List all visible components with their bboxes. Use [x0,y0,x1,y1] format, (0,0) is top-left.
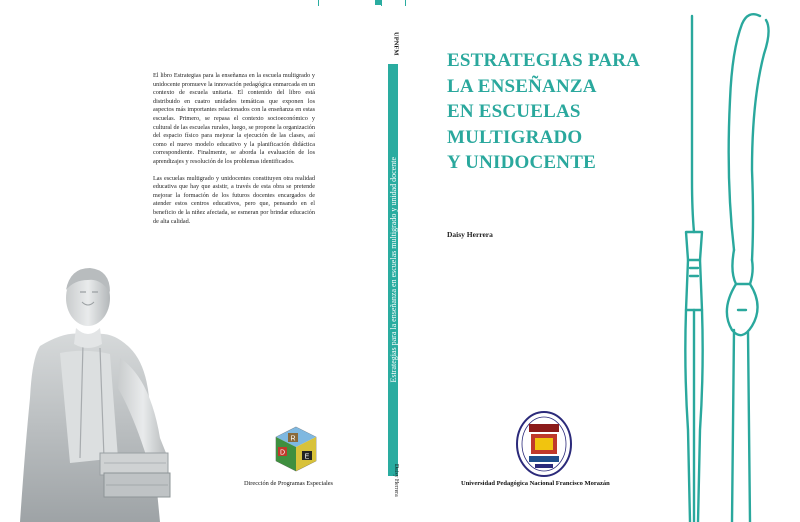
title-line: MULTIGRADO [447,126,583,148]
logo-letter-d: D [279,449,286,457]
crop-mark [318,0,319,6]
statue-image [0,258,200,522]
logo-letter-e: E [304,453,310,461]
pencil-and-brush-illustration [660,10,800,522]
logo-letter-r: R [290,435,296,443]
publisher-label: Dirección de Programas Especiales [244,480,333,487]
back-cover-synopsis [153,72,315,234]
title-line: LA ENSEÑANZA [447,75,597,97]
title-line: Y UNIDOCENTE [447,152,596,173]
author-name: Daisy Herrera [447,230,493,239]
spine-author: Daisy Herrera [393,463,399,497]
synopsis-paragraph-2: Las escuelas multigrado y unidocentes constituyen otra realidad educativa que hay que asistir, a través de esta obra se pretende mejorar la formación de los futuros docentes encargados de atender estos centros educativos, pero que, pensando en el beneficio de la niñez afectada, se esmeran por brindar educación de alta calidad. [153,174,315,225]
title-line: EN ESCUELAS [447,101,581,122]
programas-especiales-logo [270,425,322,473]
synopsis-paragraph-1: El libro Estrategias para la enseñanza en la escuela multigrado y unidocente promueve la innovación pedagógica enmarcada en un contexto de escuela unitaria. El contenido del libro está distribuido en cuatro unidades temáticas que exponen los aspectos más importantes relacionados con la enseñanza en estas escuelas. Primero, se repasa el contexto socioeconómico y cultural de las escuelas rurales, luego, se propone la organización del espacio físico para mejorar la ejecución de las clases, así como el nuevo modelo educativo y la planificación didáctica correspondiente. Finalmente, se aborda la evaluación de los aprendizajes y resolución de los problemas identificados. [153,72,315,165]
crop-mark [405,0,406,6]
spine-title: Estrategias para la enseñanza en escuelas multigrado y unidad docente [388,157,398,383]
crop-mark [381,0,382,6]
spine-top-label: UPNFM [392,32,400,56]
title-line: ESTRATEGIAS PARA [447,50,641,71]
upnfm-seal [515,410,573,478]
university-name: Universidad Pedagógica Nacional Francisco Morazán [461,480,610,487]
